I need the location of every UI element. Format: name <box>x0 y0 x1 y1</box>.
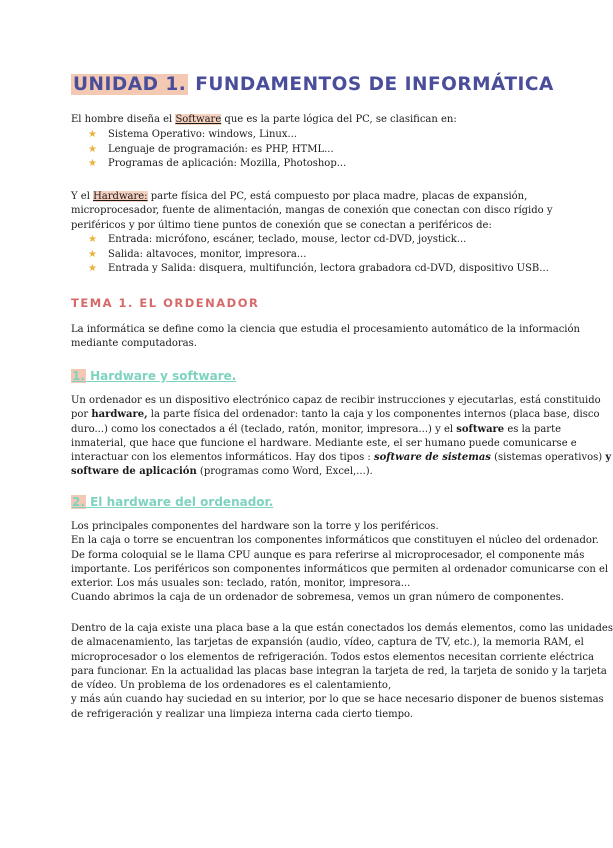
star-icon: ★ <box>88 234 97 245</box>
section2-line: microprocesador o los elementos de refrigeración. Todos estos elementos necesitan corriente eléctrica <box>71 651 594 663</box>
section2-line: exterior. Los más usuales son: teclado, ratón, monitor, impresora... <box>71 578 411 590</box>
list-item <box>88 157 346 172</box>
text-run: es la parte <box>504 423 562 435</box>
list-item-text: Salida: altavoces, monitor, impresora... <box>108 248 307 260</box>
list-item-text: Entrada: micrófono, escáner, teclado, mouse, lector cd-DVD, joystick... <box>108 234 467 245</box>
tema-definition-line: La informática se define como la ciencia que estudia el procesamiento automático de la información <box>71 324 580 335</box>
software-intro-pre: El hombre diseña el <box>71 114 176 125</box>
section2-title: El hardware del ordenador. <box>85 495 274 509</box>
hardware-intro-line <box>71 190 553 204</box>
hardware-intro <box>71 190 553 233</box>
section2-line: de vídeo. Un problema de los ordenadores es el calentamiento, <box>71 680 392 692</box>
section2-line: Los principales componentes del hardware son la torre y los periféricos. <box>71 521 439 532</box>
section1-num: 1. <box>72 369 85 383</box>
section2-line: de almacenamiento, las tarjetas de expansión (audio, vídeo, captura de TV, etc.), la memoria RAM, el <box>71 637 584 649</box>
list-item-text: Sistema Operativo: windows, Linux... <box>108 129 297 140</box>
list-item <box>88 248 549 263</box>
list-item-text: Entrada y Salida: disquera, multifunción, lectora grabadora cd-DVD, dispositivo USB... <box>108 263 549 275</box>
bold-term: y <box>605 452 612 464</box>
text-run: la parte física del ordenador: tanto la caja y los componentes internos (placa base, disco <box>147 409 600 421</box>
hardware-intro-line: microprocesador, fuente de alimentación, mangas de conexión que conectan con disco rígido y <box>71 205 553 217</box>
text-run: (programas como Word, Excel,...). <box>196 466 373 478</box>
hardware-intro-pre: Y el <box>71 191 94 202</box>
bold-term: software <box>456 423 505 435</box>
section2-heading <box>71 495 273 509</box>
hardware-list <box>88 233 549 277</box>
section1-line <box>71 465 611 479</box>
bold-term: software de aplicación <box>71 466 197 478</box>
list-item <box>88 128 346 143</box>
bold-term: hardware, <box>91 409 148 421</box>
section2-num: 2. <box>72 495 85 509</box>
section2-line: En la caja o torre se encuentran los componentes informáticos que constituyen el núcleo del ordenador. <box>71 535 599 547</box>
star-icon: ★ <box>88 263 97 275</box>
section2-line: importante. Los periféricos son componentes informáticos que permiten al ordenador comunicarse con el <box>71 563 609 575</box>
star-icon: ★ <box>88 158 97 170</box>
star-icon: ★ <box>88 129 97 140</box>
unit-label: UNIDAD 1. <box>73 74 187 95</box>
section2-line: Cuando abrimos la caja de un ordenador de sobremesa, vemos un gran número de componentes. <box>71 592 564 604</box>
list-item <box>88 262 549 277</box>
section1-heading <box>71 369 236 383</box>
list-item-text: Programas de aplicación: Mozilla, Photoshop... <box>108 158 347 170</box>
hardware-term: Hardware: <box>93 191 148 202</box>
section2-line: Dentro de la caja existe una placa base a la que están conectados los demás elementos, como las unidades <box>71 623 613 634</box>
section2-line: y más aún cuando hay suciedad en su interior, por lo que se hace necesario disponer de buenos sistemas <box>71 694 604 706</box>
text-run: interactuar con los elementos informáticos. Hay dos tipos : <box>71 452 374 464</box>
tema-definition-line: mediante computadoras. <box>71 338 197 350</box>
page-title <box>71 74 554 95</box>
section1-title: Hardware y software. <box>85 369 237 383</box>
software-term: Software <box>175 114 222 125</box>
text-run: (sistemas operativos) <box>490 452 606 464</box>
section1-line <box>71 423 611 437</box>
section1-line: inmaterial, que hace que funcione el hardware. Mediante este, el ser humano puede comunicarse e <box>71 437 577 449</box>
section1-line <box>71 408 611 422</box>
hardware-intro-line: periféricos y por último tiene puntos de conexión que se conectan a periféricos de: <box>71 219 492 231</box>
section2-body <box>71 520 608 606</box>
section2-line: De forma coloquial se le llama CPU aunque es para referirse al microprocesador, el componente más <box>71 549 585 561</box>
text-run: duro...) como los conectados a él (teclado, ratón, monitor, impresora...) y el <box>71 423 457 435</box>
title-text: FUNDAMENTOS DE INFORMÁTICA <box>188 74 554 95</box>
section1-line <box>71 451 611 465</box>
software-intro-post: que es la parte lógica del PC, se clasifican en: <box>221 114 457 125</box>
section1-body <box>71 394 611 480</box>
star-icon: ★ <box>88 248 97 260</box>
software-intro <box>71 113 457 127</box>
tema-definition <box>71 323 580 352</box>
list-item-text: Lenguaje de programación: es PHP, HTML... <box>108 143 334 155</box>
text-run: por <box>71 409 92 421</box>
section2-line: para funcionar. En la actualidad las placas base integran la tarjeta de red, la tarjeta de sonido y la tarjeta <box>71 665 607 677</box>
list-item <box>88 233 549 248</box>
tema-heading: TEMA 1. EL ORDENADOR <box>71 296 260 310</box>
section1-line: Un ordenador es un dispositivo electrónico capaz de recibir instrucciones y ejecutarlas, está constituido <box>71 395 601 406</box>
software-list <box>88 128 346 172</box>
hardware-intro-post: parte física del PC, está compuesto por placa madre, placas de expansión, <box>147 191 528 202</box>
list-item <box>88 143 346 158</box>
section2-line: de refrigeración y realizar una limpieza interna cada cierto tiempo. <box>71 708 414 720</box>
bold-italic-term: software de sistemas <box>373 452 491 464</box>
star-icon: ★ <box>88 143 97 155</box>
section2-body-2 <box>71 622 613 722</box>
